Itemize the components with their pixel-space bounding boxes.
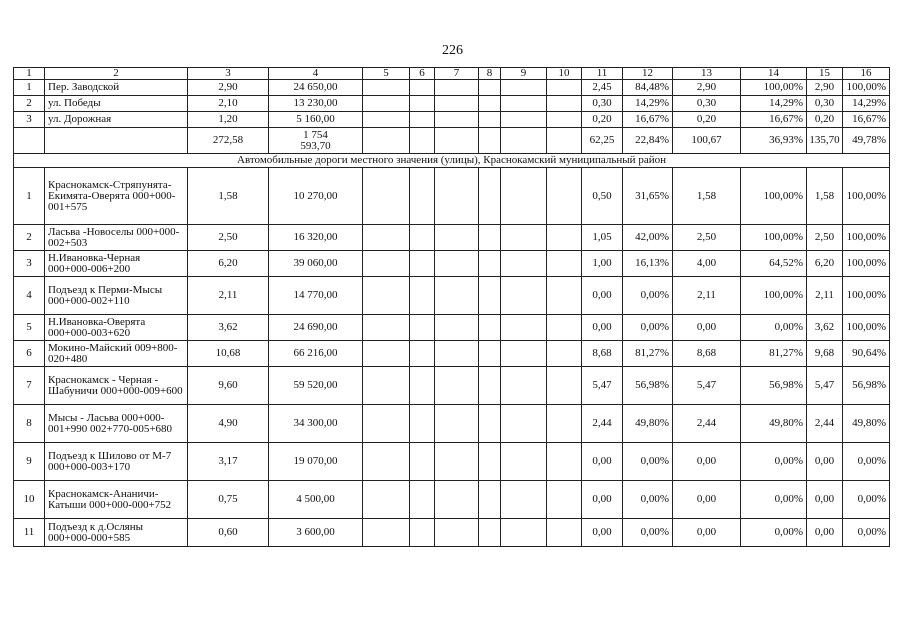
- column-number-header: 6: [410, 68, 435, 80]
- column-number-header: 3: [188, 68, 269, 80]
- col-13-value: 5,47: [673, 367, 741, 405]
- cost-value: 10 270,00: [269, 168, 363, 225]
- col-15-value: 6,20: [807, 251, 843, 277]
- empty-cell: [363, 80, 410, 96]
- empty-cell: [501, 80, 547, 96]
- col-16-percent: 16,67%: [843, 112, 890, 128]
- row-number: 2: [14, 225, 45, 251]
- length-km: 4,90: [188, 405, 269, 443]
- empty-cell: [479, 519, 501, 547]
- column-number-header: 2: [45, 68, 188, 80]
- col-15-value: 0,30: [807, 96, 843, 112]
- cost-value: 39 060,00: [269, 251, 363, 277]
- col-12-percent: 42,00%: [623, 225, 673, 251]
- col-16-percent: 100,00%: [843, 225, 890, 251]
- total-length: 272,58: [188, 128, 269, 154]
- row-number: 9: [14, 443, 45, 481]
- col-13-value: 2,50: [673, 225, 741, 251]
- empty-cell: [547, 481, 582, 519]
- col-14-percent: 100,00%: [741, 277, 807, 315]
- empty-cell: [410, 96, 435, 112]
- empty-cell: [435, 251, 479, 277]
- total-cost-line2: 593,70: [300, 139, 331, 152]
- empty-cell: [501, 251, 547, 277]
- col-14-percent: 14,29%: [741, 96, 807, 112]
- col-14-percent: 100,00%: [741, 168, 807, 225]
- col-13-value: 0,00: [673, 519, 741, 547]
- empty-cell: [410, 519, 435, 547]
- road-name: Подъезд к д.Осляны 000+000-000+585: [45, 519, 188, 547]
- total-col-16: 49,78%: [843, 128, 890, 154]
- empty-cell: [547, 315, 582, 341]
- col-16-percent: 100,00%: [843, 251, 890, 277]
- cost-value: 3 600,00: [269, 519, 363, 547]
- col-15-value: 9,68: [807, 341, 843, 367]
- col-15-value: 0,00: [807, 443, 843, 481]
- empty-cell: [547, 251, 582, 277]
- length-km: 3,17: [188, 443, 269, 481]
- empty-cell: [410, 112, 435, 128]
- empty-cell: [547, 443, 582, 481]
- col-12-percent: 31,65%: [623, 168, 673, 225]
- empty-cell: [479, 277, 501, 315]
- col-12-percent: 14,29%: [623, 96, 673, 112]
- col-14-percent: 100,00%: [741, 225, 807, 251]
- total-col-12: 22,84%: [623, 128, 673, 154]
- cost-value: 5 160,00: [269, 112, 363, 128]
- empty-cell: [410, 341, 435, 367]
- empty-cell: [410, 367, 435, 405]
- col-14-percent: 56,98%: [741, 367, 807, 405]
- col-11-value: 0,50: [582, 168, 623, 225]
- col-13-value: 0,20: [673, 112, 741, 128]
- col-14-percent: 100,00%: [741, 80, 807, 96]
- row-number: 5: [14, 315, 45, 341]
- col-15-value: 2,11: [807, 277, 843, 315]
- empty-cell: [547, 341, 582, 367]
- empty-cell: [501, 481, 547, 519]
- road-name: Н.Ивановка-Оверята 000+000-003+620: [45, 315, 188, 341]
- empty-cell: [501, 277, 547, 315]
- empty-cell: [363, 128, 410, 154]
- table-row: [14, 341, 890, 367]
- row-number: 4: [14, 277, 45, 315]
- road-name: Мокино-Майский 009+800-020+480: [45, 341, 188, 367]
- empty-cell: [363, 341, 410, 367]
- empty-cell: [435, 96, 479, 112]
- empty-cell: [435, 443, 479, 481]
- total-cost-line1: 1 754: [303, 128, 328, 141]
- empty-cell: [435, 225, 479, 251]
- empty-cell: [410, 168, 435, 225]
- column-number-header: 10: [547, 68, 582, 80]
- total-col-11: 62,25: [582, 128, 623, 154]
- empty-cell: [501, 405, 547, 443]
- empty-cell: [547, 367, 582, 405]
- empty-cell: [363, 481, 410, 519]
- road-name: Краснокамск-Стряпунята-Екимята-Оверята 000+000-001+575: [45, 168, 188, 225]
- length-km: 0,75: [188, 481, 269, 519]
- cost-value: 13 230,00: [269, 96, 363, 112]
- empty-cell: [547, 112, 582, 128]
- table-row: [14, 80, 890, 96]
- empty-cell: [479, 443, 501, 481]
- empty-cell: [410, 251, 435, 277]
- section-title: Автомобильные дороги местного значения (улицы), Краснокамский муниципальный район: [14, 154, 890, 168]
- road-name: Ласьва -Новоселы 000+000-002+503: [45, 225, 188, 251]
- empty-cell: [410, 225, 435, 251]
- empty-cell: [547, 128, 582, 154]
- empty-cell: [501, 341, 547, 367]
- row-number: 1: [14, 80, 45, 96]
- table-row: [14, 405, 890, 443]
- empty-cell: [479, 225, 501, 251]
- empty-cell: [501, 315, 547, 341]
- empty-cell: [501, 168, 547, 225]
- col-12-percent: 0,00%: [623, 443, 673, 481]
- col-15-value: 3,62: [807, 315, 843, 341]
- empty-cell: [547, 225, 582, 251]
- col-14-percent: 0,00%: [741, 315, 807, 341]
- row-number: 8: [14, 405, 45, 443]
- empty-cell: [479, 341, 501, 367]
- col-11-value: 8,68: [582, 341, 623, 367]
- col-16-percent: 56,98%: [843, 367, 890, 405]
- empty-cell: [479, 367, 501, 405]
- column-number-row: [14, 68, 890, 80]
- empty-cell: [410, 443, 435, 481]
- length-km: 9,60: [188, 367, 269, 405]
- col-14-percent: 49,80%: [741, 405, 807, 443]
- road-name: Краснокамск-Ананичи-Катыши 000+000-000+752: [45, 481, 188, 519]
- col-11-value: 1,05: [582, 225, 623, 251]
- table-row: [14, 443, 890, 481]
- length-km: 1,20: [188, 112, 269, 128]
- empty-cell: [410, 128, 435, 154]
- roads-table: [13, 67, 890, 547]
- col-14-percent: 0,00%: [741, 519, 807, 547]
- empty-cell: [435, 112, 479, 128]
- col-11-value: 0,00: [582, 519, 623, 547]
- col-14-percent: 64,52%: [741, 251, 807, 277]
- column-number-header: 15: [807, 68, 843, 80]
- col-11-value: 2,44: [582, 405, 623, 443]
- empty-cell: [363, 168, 410, 225]
- col-16-percent: 0,00%: [843, 481, 890, 519]
- section-header-row: [14, 154, 890, 168]
- road-name: Подъезд к Шилово от М-7 000+000-003+170: [45, 443, 188, 481]
- column-number-header: 7: [435, 68, 479, 80]
- row-number: 10: [14, 481, 45, 519]
- empty-cell: [363, 519, 410, 547]
- empty-cell: [547, 96, 582, 112]
- empty-cell: [547, 519, 582, 547]
- empty-cell: [410, 315, 435, 341]
- empty-cell: [14, 128, 45, 154]
- cost-value: 14 770,00: [269, 277, 363, 315]
- col-16-percent: 0,00%: [843, 443, 890, 481]
- cost-value: 34 300,00: [269, 405, 363, 443]
- empty-cell: [435, 80, 479, 96]
- table-row: [14, 112, 890, 128]
- col-13-value: 2,44: [673, 405, 741, 443]
- cost-value: 19 070,00: [269, 443, 363, 481]
- col-16-percent: 14,29%: [843, 96, 890, 112]
- empty-cell: [435, 341, 479, 367]
- table-row: [14, 277, 890, 315]
- col-12-percent: 84,48%: [623, 80, 673, 96]
- col-15-value: 2,50: [807, 225, 843, 251]
- column-number-header: 11: [582, 68, 623, 80]
- column-number-header: 8: [479, 68, 501, 80]
- col-16-percent: 100,00%: [843, 277, 890, 315]
- empty-cell: [479, 315, 501, 341]
- col-13-value: 8,68: [673, 341, 741, 367]
- col-13-value: 0,00: [673, 443, 741, 481]
- total-col-15: 135,70: [807, 128, 843, 154]
- empty-cell: [363, 277, 410, 315]
- col-16-percent: 100,00%: [843, 80, 890, 96]
- col-12-percent: 49,80%: [623, 405, 673, 443]
- table-row: [14, 367, 890, 405]
- cost-value: 59 520,00: [269, 367, 363, 405]
- empty-cell: [479, 128, 501, 154]
- road-name: ул. Победы: [45, 96, 188, 112]
- empty-cell: [479, 168, 501, 225]
- length-km: 2,11: [188, 277, 269, 315]
- empty-cell: [479, 481, 501, 519]
- empty-cell: [410, 277, 435, 315]
- row-number: 7: [14, 367, 45, 405]
- empty-cell: [363, 405, 410, 443]
- col-12-percent: 0,00%: [623, 481, 673, 519]
- length-km: 0,60: [188, 519, 269, 547]
- col-16-percent: 0,00%: [843, 519, 890, 547]
- empty-cell: [479, 96, 501, 112]
- empty-cell: [410, 405, 435, 443]
- cost-value: 16 320,00: [269, 225, 363, 251]
- empty-cell: [435, 128, 479, 154]
- col-12-percent: 81,27%: [623, 341, 673, 367]
- road-name: Пер. Заводской: [45, 80, 188, 96]
- col-16-percent: 100,00%: [843, 168, 890, 225]
- col-13-value: 0,00: [673, 481, 741, 519]
- col-13-value: 4,00: [673, 251, 741, 277]
- empty-cell: [501, 367, 547, 405]
- length-km: 3,62: [188, 315, 269, 341]
- empty-cell: [363, 225, 410, 251]
- empty-cell: [435, 481, 479, 519]
- col-11-value: 0,00: [582, 315, 623, 341]
- empty-cell: [479, 405, 501, 443]
- empty-cell: [501, 96, 547, 112]
- col-16-percent: 90,64%: [843, 341, 890, 367]
- column-number-header: 4: [269, 68, 363, 80]
- empty-cell: [435, 405, 479, 443]
- length-km: 6,20: [188, 251, 269, 277]
- empty-cell: [363, 251, 410, 277]
- col-15-value: 2,90: [807, 80, 843, 96]
- column-number-header: 1: [14, 68, 45, 80]
- length-km: 10,68: [188, 341, 269, 367]
- column-number-header: 13: [673, 68, 741, 80]
- total-row: [14, 128, 890, 154]
- cost-value: 66 216,00: [269, 341, 363, 367]
- cost-value: 24 690,00: [269, 315, 363, 341]
- column-number-header: 14: [741, 68, 807, 80]
- row-number: 2: [14, 96, 45, 112]
- length-km: 2,50: [188, 225, 269, 251]
- col-14-percent: 81,27%: [741, 341, 807, 367]
- col-11-value: 0,20: [582, 112, 623, 128]
- total-col-13: 100,67: [673, 128, 741, 154]
- road-name: Н.Ивановка-Черная 000+000-006+200: [45, 251, 188, 277]
- empty-cell: [410, 80, 435, 96]
- col-16-percent: 49,80%: [843, 405, 890, 443]
- table-row: [14, 251, 890, 277]
- col-12-percent: 16,13%: [623, 251, 673, 277]
- road-name: Мысы - Ласьва 000+000-001+990 002+770-005+680: [45, 405, 188, 443]
- column-number-header: 12: [623, 68, 673, 80]
- empty-cell: [547, 405, 582, 443]
- col-11-value: 0,00: [582, 277, 623, 315]
- empty-cell: [547, 168, 582, 225]
- col-12-percent: 16,67%: [623, 112, 673, 128]
- road-name: ул. Дорожная: [45, 112, 188, 128]
- table-row: [14, 519, 890, 547]
- col-15-value: 1,58: [807, 168, 843, 225]
- row-number: 3: [14, 112, 45, 128]
- empty-cell: [410, 481, 435, 519]
- col-14-percent: 0,00%: [741, 481, 807, 519]
- empty-cell: [501, 225, 547, 251]
- empty-cell: [501, 443, 547, 481]
- col-13-value: 2,90: [673, 80, 741, 96]
- col-14-percent: 16,67%: [741, 112, 807, 128]
- col-13-value: 1,58: [673, 168, 741, 225]
- table-row: [14, 481, 890, 519]
- col-11-value: 0,30: [582, 96, 623, 112]
- empty-cell: [435, 315, 479, 341]
- total-col-14: 36,93%: [741, 128, 807, 154]
- col-12-percent: 0,00%: [623, 277, 673, 315]
- table-row: [14, 96, 890, 112]
- empty-cell: [479, 112, 501, 128]
- table-row: [14, 168, 890, 225]
- col-12-percent: 0,00%: [623, 315, 673, 341]
- col-12-percent: 0,00%: [623, 519, 673, 547]
- empty-cell: [547, 80, 582, 96]
- col-11-value: 5,47: [582, 367, 623, 405]
- col-11-value: 1,00: [582, 251, 623, 277]
- empty-cell: [363, 367, 410, 405]
- page-number: 226: [442, 43, 463, 58]
- col-15-value: 0,00: [807, 481, 843, 519]
- length-km: 1,58: [188, 168, 269, 225]
- column-number-header: 16: [843, 68, 890, 80]
- empty-cell: [501, 112, 547, 128]
- col-11-value: 2,45: [582, 80, 623, 96]
- row-number: 1: [14, 168, 45, 225]
- empty-cell: [363, 443, 410, 481]
- col-15-value: 0,00: [807, 519, 843, 547]
- empty-cell: [435, 367, 479, 405]
- column-number-header: 9: [501, 68, 547, 80]
- empty-cell: [435, 277, 479, 315]
- empty-cell: [479, 80, 501, 96]
- empty-cell: [45, 128, 188, 154]
- empty-cell: [501, 519, 547, 547]
- empty-cell: [363, 112, 410, 128]
- col-11-value: 0,00: [582, 443, 623, 481]
- col-13-value: 0,00: [673, 315, 741, 341]
- col-15-value: 5,47: [807, 367, 843, 405]
- col-16-percent: 100,00%: [843, 315, 890, 341]
- length-km: 2,90: [188, 80, 269, 96]
- table-row: [14, 315, 890, 341]
- length-km: 2,10: [188, 96, 269, 112]
- col-11-value: 0,00: [582, 481, 623, 519]
- cost-value: 24 650,00: [269, 80, 363, 96]
- empty-cell: [435, 519, 479, 547]
- row-number: 11: [14, 519, 45, 547]
- empty-cell: [479, 251, 501, 277]
- empty-cell: [435, 168, 479, 225]
- row-number: 3: [14, 251, 45, 277]
- empty-cell: [547, 277, 582, 315]
- col-15-value: 2,44: [807, 405, 843, 443]
- empty-cell: [363, 315, 410, 341]
- empty-cell: [501, 128, 547, 154]
- table-row: [14, 225, 890, 251]
- road-name: Подъезд к Перми-Мысы 000+000-002+110: [45, 277, 188, 315]
- column-number-header: 5: [363, 68, 410, 80]
- col-14-percent: 0,00%: [741, 443, 807, 481]
- col-12-percent: 56,98%: [623, 367, 673, 405]
- empty-cell: [363, 96, 410, 112]
- col-15-value: 0,20: [807, 112, 843, 128]
- road-name: Краснокамск - Черная - Шабуничи 000+000-009+600: [45, 367, 188, 405]
- cost-value: 4 500,00: [269, 481, 363, 519]
- col-13-value: 0,30: [673, 96, 741, 112]
- row-number: 6: [14, 341, 45, 367]
- col-13-value: 2,11: [673, 277, 741, 315]
- total-cost: [269, 128, 363, 154]
